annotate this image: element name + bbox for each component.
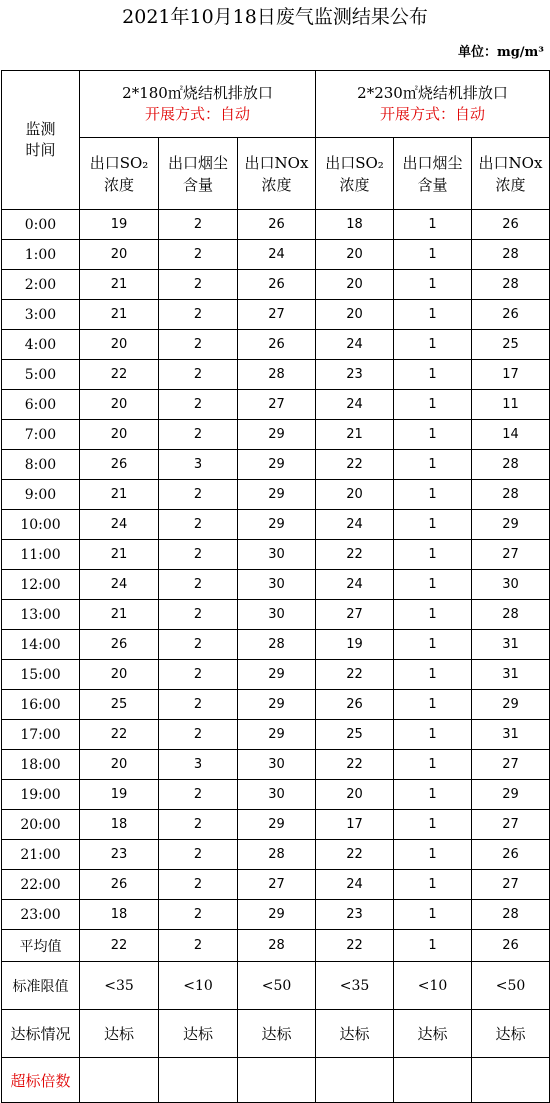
value-cell: 1 <box>394 900 472 930</box>
limit-row-label: 标准限值 <box>2 962 80 1010</box>
compliance-row-value: 达标 <box>316 1010 394 1058</box>
value-cell: 21 <box>80 270 159 300</box>
value-cell: 2 <box>159 840 238 870</box>
unit-name-1: 2*180㎡烧结机排放口 <box>122 84 273 102</box>
value-cell: 30 <box>238 540 316 570</box>
value-cell: 1 <box>394 420 472 450</box>
value-cell: 14 <box>472 420 550 450</box>
value-cell: 26 <box>472 840 550 870</box>
value-cell: 27 <box>238 300 316 330</box>
table-row <box>2 840 550 870</box>
table-row <box>2 660 550 690</box>
value-cell: 29 <box>472 780 550 810</box>
value-cell: 3 <box>159 450 238 480</box>
time-cell: 8:00 <box>2 450 80 480</box>
average-row-value: 22 <box>316 930 394 962</box>
value-cell: 29 <box>238 690 316 720</box>
value-cell: 2 <box>159 570 238 600</box>
time-cell: 7:00 <box>2 420 80 450</box>
table-row <box>2 750 550 780</box>
value-cell: 28 <box>472 600 550 630</box>
value-cell: 2 <box>159 330 238 360</box>
column-header: 出口SO₂ 浓度 <box>80 138 159 210</box>
value-cell: 2 <box>159 870 238 900</box>
average-row-value: 26 <box>472 930 550 962</box>
value-cell: 29 <box>238 900 316 930</box>
time-cell: 11:00 <box>2 540 80 570</box>
value-cell: 29 <box>238 660 316 690</box>
value-cell: 23 <box>80 840 159 870</box>
value-cell: 1 <box>394 630 472 660</box>
limit-row-value: <35 <box>316 962 394 1010</box>
time-cell: 12:00 <box>2 570 80 600</box>
value-cell: 31 <box>472 630 550 660</box>
excess-row-value <box>316 1058 394 1103</box>
table-row <box>2 450 550 480</box>
value-cell: 29 <box>238 810 316 840</box>
value-cell: 2 <box>159 780 238 810</box>
value-cell: 28 <box>472 270 550 300</box>
table-row <box>2 900 550 930</box>
time-cell: 22:00 <box>2 870 80 900</box>
time-cell: 13:00 <box>2 600 80 630</box>
value-cell: 29 <box>472 510 550 540</box>
value-cell: 25 <box>316 720 394 750</box>
value-cell: 2 <box>159 540 238 570</box>
value-cell: 21 <box>80 480 159 510</box>
value-cell: 31 <box>472 660 550 690</box>
compliance-row-value: 达标 <box>159 1010 238 1058</box>
table-row <box>2 270 550 300</box>
value-cell: 2 <box>159 420 238 450</box>
value-cell: 20 <box>316 300 394 330</box>
limit-row-value: <50 <box>472 962 550 1010</box>
emission-table <box>1 70 550 1103</box>
value-cell: 27 <box>316 600 394 630</box>
value-cell: 25 <box>472 330 550 360</box>
excess-row-value <box>80 1058 159 1103</box>
value-cell: 1 <box>394 240 472 270</box>
value-cell: 27 <box>238 870 316 900</box>
value-cell: 22 <box>316 660 394 690</box>
column-header: 出口NOx 浓度 <box>238 138 316 210</box>
time-cell: 2:00 <box>2 270 80 300</box>
value-cell: 30 <box>472 570 550 600</box>
value-cell: 29 <box>238 450 316 480</box>
time-cell: 14:00 <box>2 630 80 660</box>
unit-header-2 <box>316 71 550 138</box>
average-row-value: 1 <box>394 930 472 962</box>
value-cell: 26 <box>472 300 550 330</box>
value-cell: 22 <box>80 720 159 750</box>
value-cell: 1 <box>394 300 472 330</box>
value-cell: 24 <box>80 570 159 600</box>
excess-row-value <box>472 1058 550 1103</box>
value-cell: 26 <box>316 690 394 720</box>
value-cell: 28 <box>238 360 316 390</box>
value-cell: 2 <box>159 510 238 540</box>
value-cell: 19 <box>316 630 394 660</box>
compliance-row-value: 达标 <box>472 1010 550 1058</box>
value-cell: 2 <box>159 480 238 510</box>
unit-label: 单位：mg/m³ <box>457 45 544 60</box>
value-cell: 20 <box>316 270 394 300</box>
table-row <box>2 600 550 630</box>
value-cell: 2 <box>159 630 238 660</box>
value-cell: 2 <box>159 690 238 720</box>
value-cell: 2 <box>159 660 238 690</box>
value-cell: 26 <box>80 630 159 660</box>
unit-name-2: 2*230㎡烧结机排放口 <box>357 84 508 102</box>
value-cell: 27 <box>472 870 550 900</box>
value-cell: 24 <box>316 390 394 420</box>
value-cell: 29 <box>472 690 550 720</box>
time-cell: 16:00 <box>2 690 80 720</box>
compliance-row-value: 达标 <box>238 1010 316 1058</box>
value-cell: 18 <box>316 210 394 240</box>
table-row <box>2 690 550 720</box>
value-cell: 1 <box>394 840 472 870</box>
value-cell: 2 <box>159 300 238 330</box>
value-cell: 18 <box>80 810 159 840</box>
value-cell: 31 <box>472 720 550 750</box>
table-row <box>2 780 550 810</box>
value-cell: 27 <box>472 750 550 780</box>
value-cell: 1 <box>394 480 472 510</box>
value-cell: 29 <box>238 720 316 750</box>
value-cell: 21 <box>80 540 159 570</box>
value-cell: 26 <box>472 210 550 240</box>
value-cell: 20 <box>316 480 394 510</box>
time-header: 监测 时间 <box>2 71 80 210</box>
limit-row-value: <50 <box>238 962 316 1010</box>
value-cell: 20 <box>316 240 394 270</box>
value-cell: 20 <box>80 750 159 780</box>
value-cell: 28 <box>472 450 550 480</box>
value-cell: 29 <box>238 420 316 450</box>
time-cell: 20:00 <box>2 810 80 840</box>
limit-row-value: <10 <box>394 962 472 1010</box>
time-cell: 9:00 <box>2 480 80 510</box>
value-cell: 28 <box>238 630 316 660</box>
value-cell: 30 <box>238 750 316 780</box>
value-cell: 2 <box>159 900 238 930</box>
table-row <box>2 480 550 510</box>
value-cell: 2 <box>159 390 238 420</box>
unit-mode-2: 开展方式：自动 <box>379 105 485 123</box>
value-cell: 24 <box>316 570 394 600</box>
time-cell: 17:00 <box>2 720 80 750</box>
value-cell: 1 <box>394 660 472 690</box>
table-row <box>2 510 550 540</box>
value-cell: 2 <box>159 210 238 240</box>
value-cell: 17 <box>316 810 394 840</box>
value-cell: 18 <box>80 900 159 930</box>
value-cell: 26 <box>238 330 316 360</box>
average-row-value: 22 <box>80 930 159 962</box>
table-row <box>2 540 550 570</box>
value-cell: 26 <box>80 450 159 480</box>
compliance-row-value: 达标 <box>394 1010 472 1058</box>
table-row <box>2 870 550 900</box>
page-title: 2021年10月18日废气监测结果公布 <box>122 6 428 28</box>
value-cell: 23 <box>316 360 394 390</box>
value-cell: 1 <box>394 360 472 390</box>
value-cell: 1 <box>394 570 472 600</box>
value-cell: 28 <box>472 480 550 510</box>
value-cell: 20 <box>80 330 159 360</box>
column-header: 出口NOx 浓度 <box>472 138 550 210</box>
value-cell: 29 <box>238 480 316 510</box>
value-cell: 1 <box>394 330 472 360</box>
value-cell: 17 <box>472 360 550 390</box>
value-cell: 26 <box>238 210 316 240</box>
time-cell: 6:00 <box>2 390 80 420</box>
excess-row-value <box>238 1058 316 1103</box>
time-cell: 10:00 <box>2 510 80 540</box>
value-cell: 1 <box>394 390 472 420</box>
column-header: 出口烟尘 含量 <box>394 138 472 210</box>
value-cell: 29 <box>238 510 316 540</box>
time-cell: 3:00 <box>2 300 80 330</box>
value-cell: 24 <box>316 330 394 360</box>
table-row <box>2 720 550 750</box>
value-cell: 20 <box>80 390 159 420</box>
value-cell: 24 <box>316 510 394 540</box>
value-cell: 21 <box>80 600 159 630</box>
value-cell: 22 <box>316 540 394 570</box>
value-cell: 24 <box>238 240 316 270</box>
table-row <box>2 210 550 240</box>
excess-row-label: 超标倍数 <box>2 1058 80 1103</box>
value-cell: 1 <box>394 750 472 780</box>
table-row <box>2 360 550 390</box>
value-cell: 27 <box>472 810 550 840</box>
value-cell: 28 <box>238 840 316 870</box>
value-cell: 2 <box>159 360 238 390</box>
value-cell: 20 <box>316 780 394 810</box>
unit-mode-1: 开展方式：自动 <box>144 105 250 123</box>
limit-row-value: <35 <box>80 962 159 1010</box>
value-cell: 20 <box>80 420 159 450</box>
limit-row <box>2 962 550 1010</box>
value-cell: 21 <box>80 300 159 330</box>
value-cell: 25 <box>80 690 159 720</box>
average-row-value: 28 <box>238 930 316 962</box>
value-cell: 1 <box>394 210 472 240</box>
table-row <box>2 630 550 660</box>
time-cell: 23:00 <box>2 900 80 930</box>
value-cell: 27 <box>472 540 550 570</box>
value-cell: 19 <box>80 210 159 240</box>
time-cell: 4:00 <box>2 330 80 360</box>
time-cell: 15:00 <box>2 660 80 690</box>
value-cell: 20 <box>80 660 159 690</box>
value-cell: 1 <box>394 540 472 570</box>
value-cell: 2 <box>159 810 238 840</box>
compliance-row <box>2 1010 550 1058</box>
value-cell: 1 <box>394 510 472 540</box>
excess-row-value <box>394 1058 472 1103</box>
excess-row <box>2 1058 550 1103</box>
average-row <box>2 930 550 962</box>
value-cell: 2 <box>159 600 238 630</box>
table-row <box>2 300 550 330</box>
value-cell: 23 <box>316 900 394 930</box>
compliance-row-label: 达标情况 <box>2 1010 80 1058</box>
value-cell: 26 <box>238 270 316 300</box>
value-cell: 24 <box>80 510 159 540</box>
value-cell: 1 <box>394 270 472 300</box>
table-row <box>2 420 550 450</box>
value-cell: 2 <box>159 240 238 270</box>
value-cell: 20 <box>80 240 159 270</box>
table-row <box>2 390 550 420</box>
limit-row-value: <10 <box>159 962 238 1010</box>
value-cell: 27 <box>238 390 316 420</box>
value-cell: 1 <box>394 600 472 630</box>
value-cell: 1 <box>394 720 472 750</box>
value-cell: 24 <box>316 870 394 900</box>
average-row-value: 2 <box>159 930 238 962</box>
time-cell: 18:00 <box>2 750 80 780</box>
table-row <box>2 240 550 270</box>
value-cell: 30 <box>238 600 316 630</box>
time-cell: 19:00 <box>2 780 80 810</box>
value-cell: 21 <box>316 420 394 450</box>
compliance-row-value: 达标 <box>80 1010 159 1058</box>
table-row <box>2 330 550 360</box>
value-cell: 1 <box>394 690 472 720</box>
value-cell: 3 <box>159 750 238 780</box>
value-cell: 1 <box>394 870 472 900</box>
value-cell: 2 <box>159 720 238 750</box>
value-cell: 22 <box>80 360 159 390</box>
time-cell: 5:00 <box>2 360 80 390</box>
value-cell: 22 <box>316 750 394 780</box>
time-cell: 21:00 <box>2 840 80 870</box>
value-cell: 1 <box>394 450 472 480</box>
column-header: 出口烟尘 含量 <box>159 138 238 210</box>
value-cell: 28 <box>472 240 550 270</box>
average-row-label: 平均值 <box>2 930 80 962</box>
unit-header-1 <box>80 71 316 138</box>
value-cell: 22 <box>316 840 394 870</box>
column-header: 出口SO₂ 浓度 <box>316 138 394 210</box>
value-cell: 19 <box>80 780 159 810</box>
value-cell: 1 <box>394 780 472 810</box>
table-row <box>2 570 550 600</box>
value-cell: 28 <box>472 900 550 930</box>
time-cell: 0:00 <box>2 210 80 240</box>
table-row <box>2 810 550 840</box>
time-cell: 1:00 <box>2 240 80 270</box>
value-cell: 30 <box>238 570 316 600</box>
value-cell: 26 <box>80 870 159 900</box>
value-cell: 22 <box>316 450 394 480</box>
value-cell: 11 <box>472 390 550 420</box>
excess-row-value <box>159 1058 238 1103</box>
value-cell: 30 <box>238 780 316 810</box>
value-cell: 1 <box>394 810 472 840</box>
value-cell: 2 <box>159 270 238 300</box>
